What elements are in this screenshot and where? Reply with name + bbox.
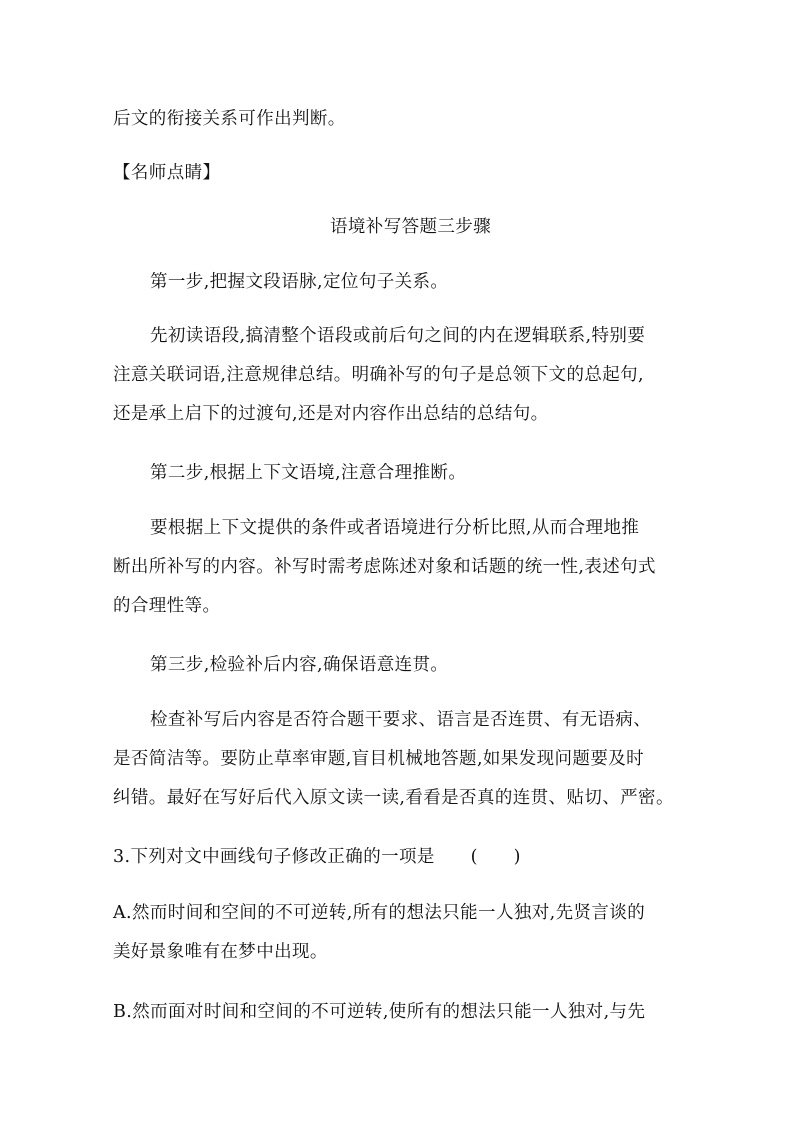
question-3: 3.下列对文中画线句子修改正确的一项是 ( ): [113, 847, 521, 867]
section-title: 语境补写答题三步骤: [330, 217, 492, 237]
step-one: 第一步,把握文段语脉,定位句子关系。: [150, 272, 449, 292]
paragraph-three-line-1: 检查补写后内容是否符合题干要求、语言是否连贯、有无语病、: [150, 710, 652, 730]
option-a-line-2: 美好景象唯有在梦中出现。: [113, 942, 328, 962]
paragraph-three-line-2: 是否简洁等。要防止草率审题,盲目机械地答题,如果发现问题要及时: [113, 749, 645, 769]
option-b-line-1: B.然而面对时间和空间的不可逆转,使所有的想法只能一人独对,与先: [113, 1002, 646, 1022]
step-three: 第三步,检验补后内容,确保语意连贯。: [150, 655, 449, 675]
section-heading: 【名师点睛】: [113, 163, 221, 183]
option-a-line-1: A.然而时间和空间的不可逆转,所有的想法只能一人独对,先贤言谈的: [113, 903, 646, 923]
continuation-line: 后文的衔接关系可作出判断。: [113, 109, 346, 129]
paragraph-two-line-3: 的合理性等。: [113, 596, 221, 616]
paragraph-one-line-3: 还是承上启下的过渡句,还是对内容作出总结的总结句。: [113, 404, 549, 424]
paragraph-two-line-1: 要根据上下文提供的条件或者语境进行分析比照,从而合理地推: [150, 518, 640, 538]
step-two: 第二步,根据上下文语境,注意合理推断。: [150, 463, 467, 483]
paragraph-one-line-1: 先初读语段,搞清整个语段或前后句之间的内在逻辑联系,特别要: [150, 326, 646, 346]
paragraph-one-line-2: 注意关联词语,注意规律总结。明确补写的句子是总领下文的总起句,: [113, 365, 645, 385]
paragraph-two-line-2: 断出所补写的内容。补写时需考虑陈述对象和话题的统一性,表述句式: [113, 557, 656, 577]
paragraph-three-line-3: 纠错。最好在写好后代入原文读一读,看看是否真的连贯、贴切、严密。: [113, 788, 674, 808]
